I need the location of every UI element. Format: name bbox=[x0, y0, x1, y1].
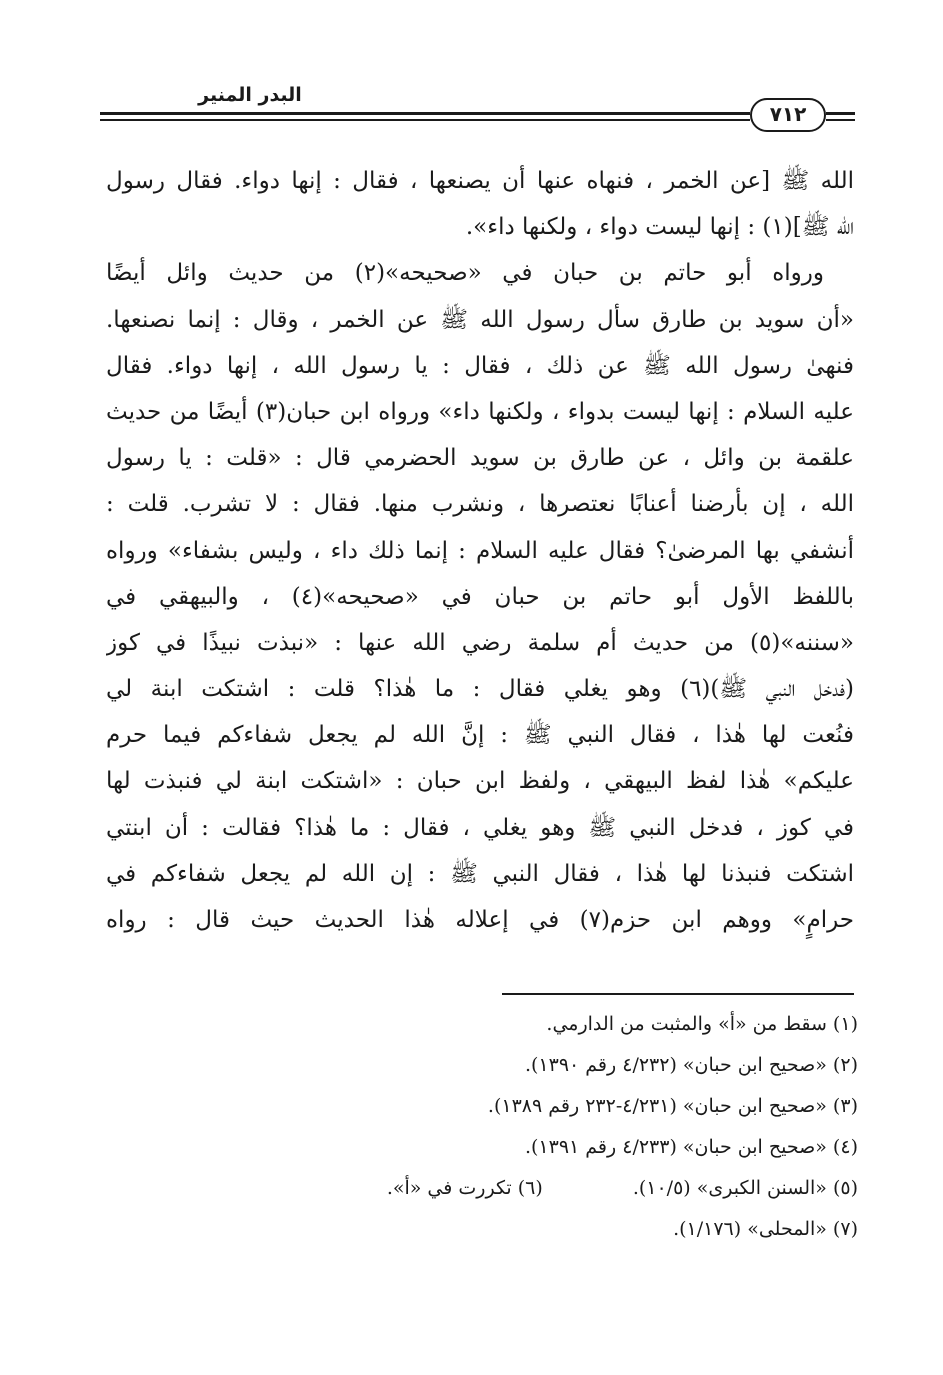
footnote-separator bbox=[502, 993, 854, 995]
running-header bbox=[100, 86, 855, 138]
header-rule-tail-bottom bbox=[826, 119, 855, 121]
main-text bbox=[106, 158, 854, 943]
footnotes bbox=[106, 1004, 858, 1250]
text-line: الله ﷺ](١) : إنها ليست دواء ، ولكنها داء». bbox=[465, 214, 854, 241]
footnote-7: (٧) «المحلى» (١/١٧٦). bbox=[673, 1218, 858, 1240]
header-rule-top bbox=[100, 112, 750, 115]
text-line: أنشفي بها المرضىٰ؟ فقال عليه السلام : إنما ذلك داء ، وليس بشفاء» ورواه bbox=[106, 537, 854, 564]
text-line: باللفظ الأول أبو حاتم بن حبان في «صحيحه»(٤) ، والبيهقي في bbox=[106, 583, 854, 610]
text-line: حرامٍ» ووهم ابن حزم(٧) في إعلاله هٰذا الحديث حيث قال : رواه bbox=[106, 907, 854, 933]
text-line: (فدخل النبي ﷺ)(٦) وهو يغلي فقال : ما هٰذا؟ قلت : اشتكت ابنة لي bbox=[106, 676, 854, 703]
footnote-4: (٤) «صحيح ابن حبان» (٤/٢٣٣ رقم ١٣٩١). bbox=[524, 1136, 858, 1158]
footnote-3: (٣) «صحيح ابن حبان» (٤/٢٣١-٢٣٢ رقم ١٣٨٩). bbox=[487, 1095, 858, 1117]
header-rule-bottom bbox=[100, 119, 750, 121]
header-rule-tail-top bbox=[826, 112, 855, 115]
text-line: فنُعت لها هٰذا ، فقال النبي ﷺ : إنَّ الله لم يجعل شفاءكم فيما حرم bbox=[106, 722, 854, 749]
text-line: اشتكت فنبذنا لها هٰذا ، فقال النبي ﷺ : إن الله لم يجعل شفاءكم في bbox=[106, 860, 854, 887]
footnote-5: (٥) «السنن الكبرى» (١٠/٥). bbox=[632, 1177, 858, 1199]
footnote-6: (٦) تكررت في «أ». bbox=[386, 1177, 543, 1199]
footnote-1: (١) سقط من «أ» والمثبت من الدارمي. bbox=[546, 1013, 858, 1035]
text-line: عليه السلام : إنها ليست بدواء ، ولكنها داء» ورواه ابن حبان(٣) أيضًا من حديث bbox=[106, 398, 854, 425]
text-line: في كوز ، فدخل النبي ﷺ وهو يغلي ، فقال : ما هٰذا؟ فقالت : أن ابنتي bbox=[106, 814, 854, 841]
text-line: «سننه»(٥) من حديث أم سلمة رضي الله عنها : «نبذت نبيذًا في كوز bbox=[106, 629, 854, 656]
text-line: عليكم» هٰذا لفظ البيهقي ، ولفظ ابن حبان : «اشتكت ابنة لي فنبذت لها bbox=[106, 768, 854, 795]
text-line: علقمة بن وائل ، عن طارق بن سويد الحضرمي قال : «قلت : يا رسول bbox=[106, 445, 854, 472]
book-title: البدر المنير bbox=[198, 84, 302, 106]
page-number-badge: ٧١٢ bbox=[750, 98, 826, 132]
text-line: فنهىٰ رسول الله ﷺ عن ذلك ، فقال : يا رسول الله ، إنها دواء. فقال bbox=[106, 352, 854, 379]
footnote-row-5-6 bbox=[106, 1168, 858, 1209]
text-line: الله ﷺ [عن الخمر ، فنهاه عنها أن يصنعها ، فقال : إنها دواء. فقال رسول bbox=[106, 168, 854, 194]
text-line: «أن سويد بن طارق سأل رسول الله ﷺ عن الخمر ، وقال : إنما نصنعها. bbox=[106, 306, 854, 333]
text-line: ورواه أبو حاتم بن حبان في «صحيحه»(٢) من حديث وائل أيضًا bbox=[106, 260, 824, 287]
text-line: الله ، إن بأرضنا أعنابًا نعتصرها ، ونشرب منها. فقال : لا تشرب. قلت : bbox=[106, 491, 854, 518]
footnote-2: (٢) «صحيح ابن حبان» (٤/٢٣٢ رقم ١٣٩٠). bbox=[524, 1054, 858, 1076]
